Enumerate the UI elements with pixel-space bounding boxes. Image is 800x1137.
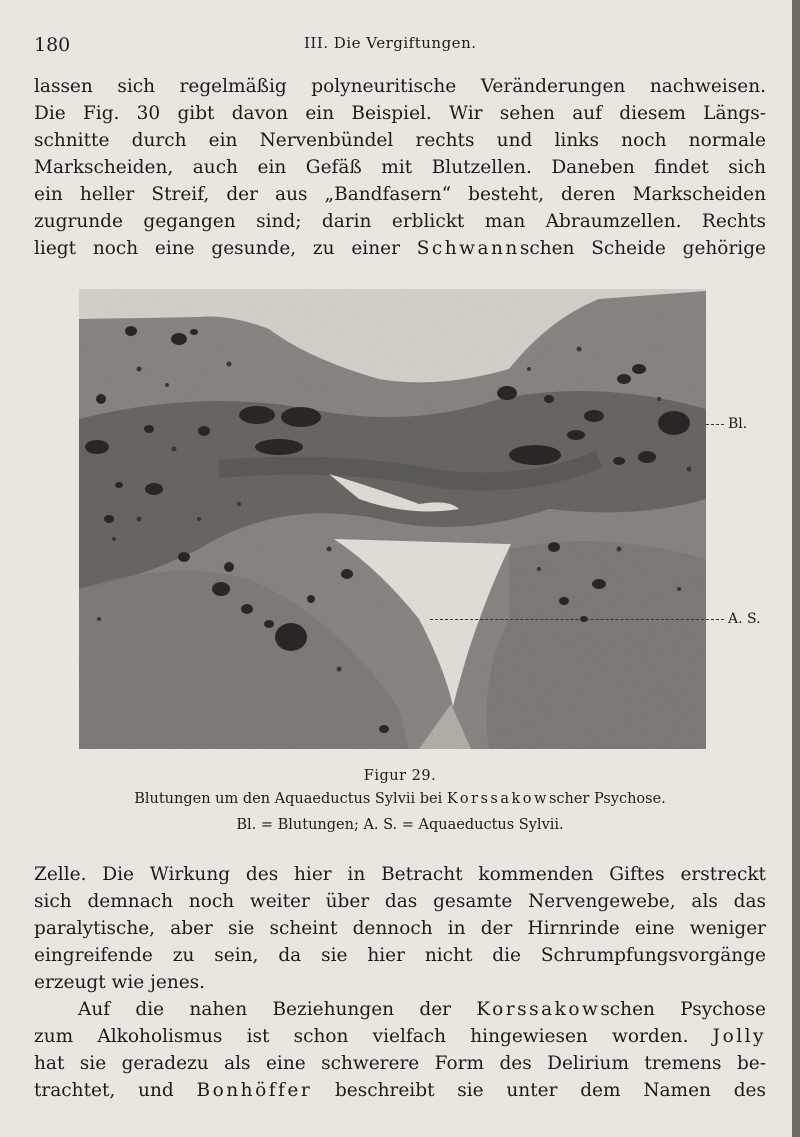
- text-line: Die Fig. 30 gibt davon ein Beispiel. Wir sehen auf diesem Längs-: [34, 103, 766, 124]
- caption-segment: Blutungen um den Aquaeductus Sylvii bei: [134, 791, 447, 807]
- spaced-name: Jolly: [712, 1026, 766, 1047]
- figure-label-bl: Bl.: [728, 416, 748, 432]
- text-line: sich demnach noch weiter über das gesamte Nervengewebe, als das: [34, 891, 766, 912]
- spaced-name: Korssakow: [476, 999, 601, 1020]
- text-line: paralytische, aber sie scheint dennoch in der Hirnrinde eine weniger: [34, 918, 766, 939]
- text-segment: trachtet, und: [34, 1080, 197, 1101]
- paragraph-bottom-1: [34, 861, 766, 996]
- figure-caption-line: Bl. = Blutungen; A. S. = Aquaeductus Sylvii.: [236, 817, 564, 833]
- paragraph-bottom-2: [34, 996, 766, 1104]
- text-line: eingreifende zu sein, da sie hier nicht die Schrumpfungsvorgänge: [34, 945, 766, 966]
- text-segment: schen Psychose: [600, 999, 766, 1020]
- text-segment: Auf die nahen Beziehungen der: [78, 999, 477, 1020]
- running-head: III. Die Vergiftungen.: [304, 34, 477, 52]
- text-line: zugrunde gegangen sind; darin erblickt man Abraumzellen. Rechts: [34, 211, 766, 232]
- text-line: [34, 235, 766, 262]
- text-segment: schen Scheide gehörige: [519, 238, 766, 259]
- text-line: [34, 1023, 766, 1050]
- spaced-name: Bonhöffer: [196, 1080, 313, 1101]
- text-line: ein heller Streif, der aus „Bandfasern“ besteht, deren Markscheiden: [34, 184, 766, 205]
- text-segment: zum Alkoholismus ist schon vielfach hingewiesen worden.: [34, 1026, 713, 1047]
- book-spine-edge: [792, 0, 800, 1137]
- paragraph-top: [34, 73, 766, 262]
- spaced-name: Schwann: [416, 238, 520, 259]
- caption-segment: scher Psychose.: [548, 791, 666, 807]
- page-number: 180: [34, 34, 71, 56]
- page-header: [34, 34, 734, 58]
- label-leader-line: [706, 424, 724, 425]
- text-line: schnitte durch ein Nervenbündel rechts und links noch normale: [34, 130, 766, 151]
- figure-title: Figur 29.: [363, 768, 437, 784]
- text-line: erzeugt wie jenes.: [34, 972, 206, 993]
- text-segment: beschreibt sie unter dem Namen des: [312, 1080, 766, 1101]
- text-line: Zelle. Die Wirkung des hier in Betracht kommenden Giftes erstreckt: [34, 864, 766, 885]
- text-line: hat sie geradezu als eine schwerere Form des Delirium tremens be-: [34, 1053, 766, 1074]
- figure-caption-line: [0, 791, 800, 807]
- text-line: [34, 996, 766, 1023]
- micrograph-image: [79, 289, 706, 749]
- text-line: [34, 1077, 766, 1104]
- text-segment: liegt noch eine gesunde, zu einer: [34, 238, 417, 259]
- spaced-name: Korssakow: [446, 791, 549, 807]
- figure-label-as: A. S.: [728, 611, 761, 627]
- micrograph-figure: [79, 289, 706, 749]
- text-line: lassen sich regelmäßig polyneuritische Veränderungen nachweisen.: [34, 76, 766, 97]
- label-leader-line: [430, 619, 724, 620]
- text-line: Markscheiden, auch ein Gefäß mit Blutzellen. Daneben findet sich: [34, 157, 766, 178]
